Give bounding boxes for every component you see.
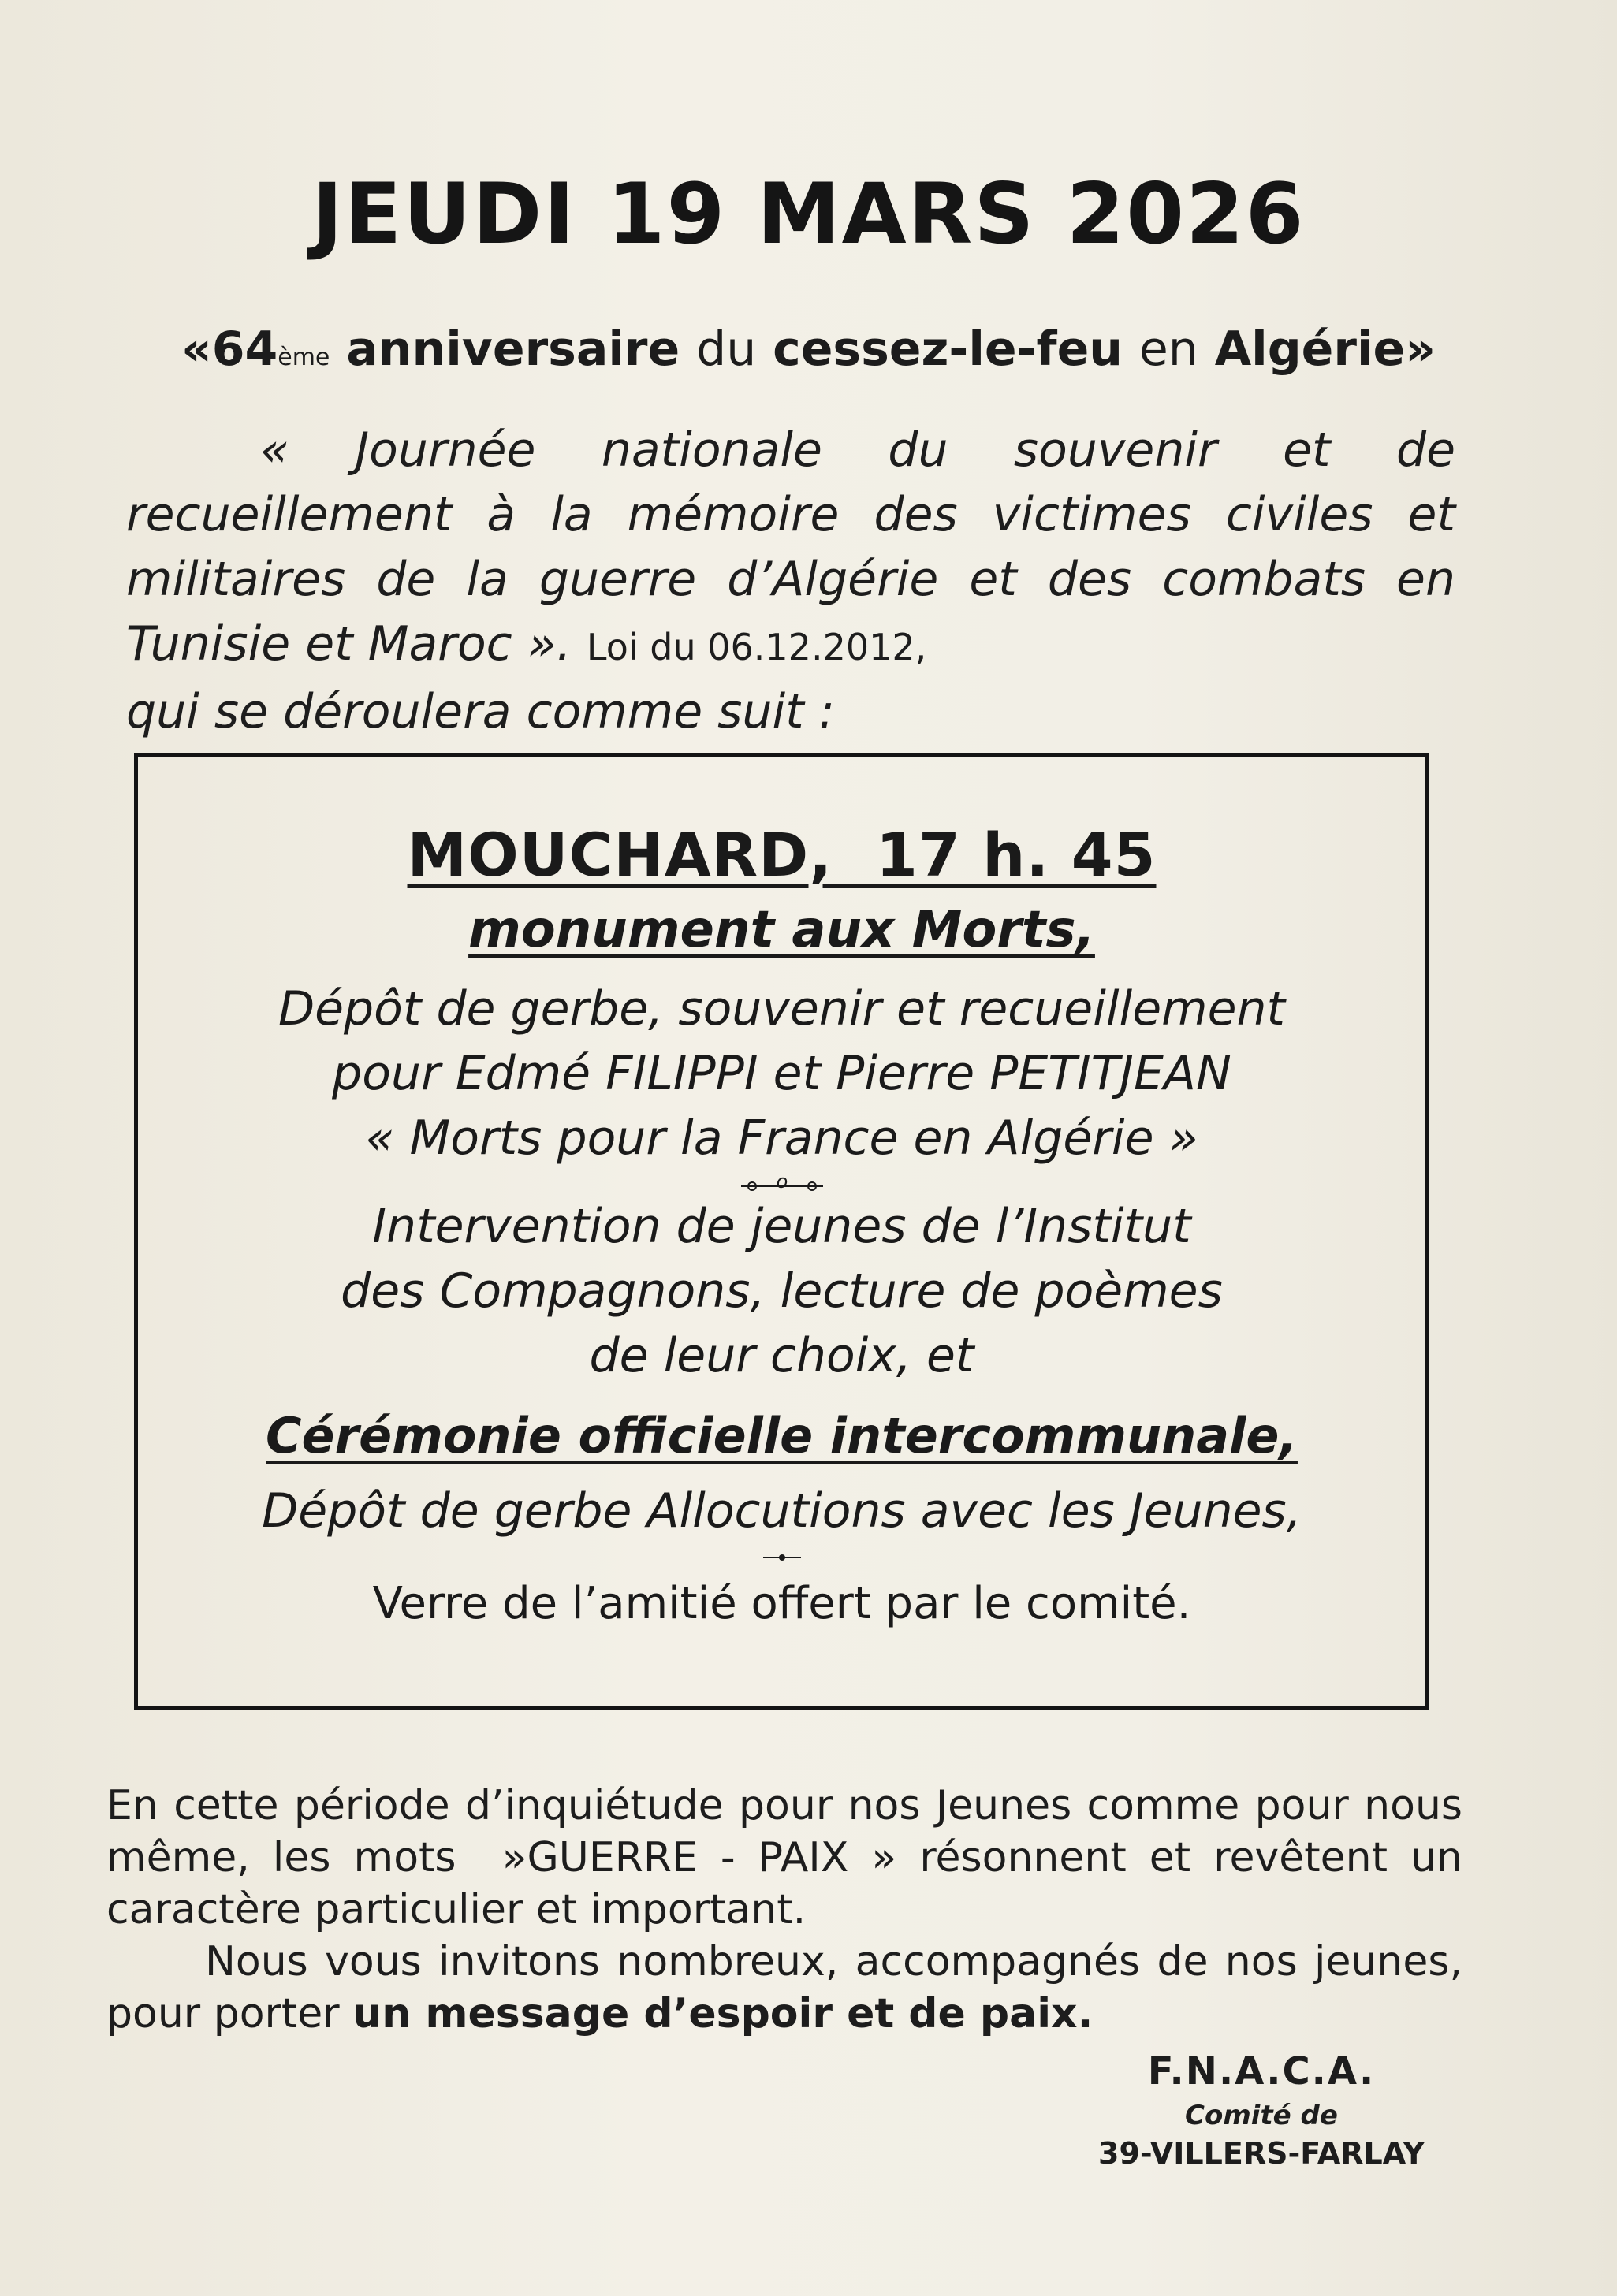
intro-line-4-text: Tunisie et Maroc ». [126, 616, 572, 672]
youth-line-3: de leur choix, et [589, 1328, 974, 1383]
youth-line-2: des Compagnons, lecture de poèmes [341, 1263, 1223, 1319]
closing-line-5-start: pour porter [106, 1990, 353, 2037]
monument-heading: monument aux Morts, [468, 901, 1095, 959]
wreath-paragraph [138, 977, 1425, 1170]
closing-line-2: même, les mots »GUERRE - PAIX » résonnent et revêtent un [106, 1834, 1462, 1881]
separator-glyph: o [776, 1175, 788, 1193]
wreath-line-2: pour Edmé FILIPPI et Pierre PETITJEAN [332, 1046, 1231, 1101]
wreath-line-3: « Morts pour la France en Algérie » [365, 1111, 1198, 1166]
intro-line-1: « Journée nationale du souvenir et de [260, 422, 1455, 478]
ceremony-heading: Cérémonie officielle intercommunale, [266, 1407, 1298, 1464]
subtitle-part-2: du [696, 322, 757, 377]
subtitle-part-5: Algérie» [1198, 322, 1436, 377]
closing-line-1: En cette période d’inquiétude pour nos Jeunes comme pour nous [106, 1782, 1462, 1829]
signature-organization: F.N.A.C.A. [1147, 2049, 1376, 2093]
closing-line-5 [106, 1988, 1462, 2040]
closing-line-5-bold: un message d’espoir et de paix. [352, 1990, 1094, 2037]
small-separator [758, 1548, 806, 1567]
youth-line-1: Intervention de jeunes de l’Institut [372, 1199, 1191, 1254]
subtitle-part-4: en [1138, 322, 1198, 377]
closing-line-4: Nous vous invitons nombreux, accompagnés de nos jeunes, [205, 1938, 1462, 1985]
subtitle-open: «64 [181, 322, 278, 377]
subtitle-part-1: anniversaire [330, 322, 697, 377]
intro-line-4 [126, 612, 1455, 679]
event-location-time: MOUCHARD, 17 h. 45 [407, 820, 1157, 890]
page-title: JEUDI 19 MARS 2026 [311, 166, 1306, 262]
signature-place: 39-VILLERS-FARLAY [1098, 2136, 1425, 2171]
intro-paragraph [126, 418, 1455, 744]
wreath-line-1: Dépôt de gerbe, souvenir et recueillement [278, 981, 1286, 1036]
program-box [134, 753, 1429, 1710]
anniversary-subtitle [0, 322, 1617, 377]
youth-paragraph [138, 1194, 1425, 1388]
signature-block [1088, 2049, 1435, 2171]
intro-line-3: militaires de la guerre d’Algérie et des combats en [126, 552, 1455, 607]
signature-committee: Comité de [1185, 2100, 1338, 2131]
closing-paragraph [106, 1780, 1462, 2040]
subtitle-part-3: cessez-le-feu [756, 322, 1139, 377]
small-separator-dot [779, 1554, 785, 1561]
law-reference: Loi du 06.12.2012, [586, 626, 927, 668]
intro-line-2: recueillement à la mémoire des victimes civiles et [126, 487, 1455, 542]
closing-line-3: caractère particulier et important. [106, 1886, 807, 1933]
intro-line-5: qui se déroulera comme suit : [126, 684, 835, 739]
speeches-line: Dépôt de gerbe Allocutions avec les Jeunes, [262, 1483, 1302, 1539]
reception-line: Verre de l’amitié offert par le comité. [372, 1578, 1191, 1629]
ornament-separator [735, 1175, 829, 1194]
subtitle-superscript: ème [278, 344, 330, 371]
